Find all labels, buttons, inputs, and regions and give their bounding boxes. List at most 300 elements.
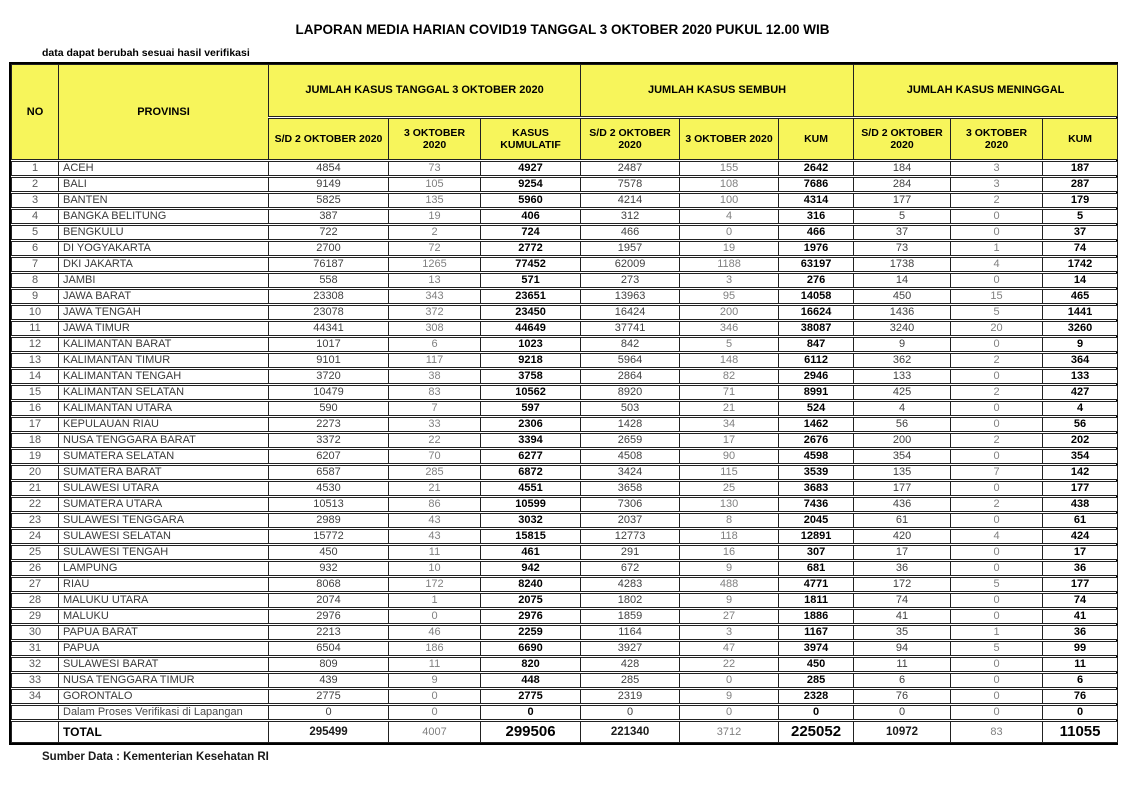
table-row [11,641,1118,656]
cell-kasus-kumulatif: 820 [480,657,580,672]
cell-meninggal-sd2okt: 184 [853,161,950,176]
cell-kasus-sd2okt: 8068 [268,577,388,592]
cell-kasus-sd2okt: 44341 [268,321,388,336]
table-row [11,657,1118,672]
cell-meninggal-3okt: 0 [950,449,1042,464]
header-meninggal-sd2okt [853,118,950,160]
province-name: JAMBI [58,273,268,288]
cell-meninggal-sd2okt: 41 [853,609,950,624]
cell-meninggal-kum: 9 [1042,337,1118,352]
cell-kasus-kumulatif: 9254 [480,177,580,192]
cell-kasus-sd2okt: 2989 [268,513,388,528]
cell-kasus-sd2okt: 3720 [268,369,388,384]
header-label: KUM [1068,133,1092,145]
cell-meninggal-sd2okt: 76 [853,689,950,704]
cell-kasus-3okt: 308 [388,321,480,336]
province-name: JAWA TIMUR [58,321,268,336]
cell-kasus-kumulatif: 15815 [480,529,580,544]
cell-kasus-kumulatif: 942 [480,561,580,576]
cell-kasus-kumulatif: 8240 [480,577,580,592]
cell-kasus-sd2okt: 0 [268,705,388,720]
cell-kasus-kumulatif: 10599 [480,497,580,512]
province-name: KALIMANTAN SELATAN [58,385,268,400]
cell-sembuh-sd2okt: 466 [580,225,679,240]
table-body [11,161,1118,743]
header-meninggal-kum [1042,118,1118,160]
cell-kasus-kumulatif: 2772 [480,241,580,256]
cell-sembuh-kum: 4314 [778,193,853,208]
cell-sembuh-sd2okt: 2659 [580,433,679,448]
cell-meninggal-sd2okt: 94 [853,641,950,656]
cell-sembuh-sd2okt: 221340 [580,721,679,743]
cell-meninggal-kum: 427 [1042,385,1118,400]
cell-meninggal-3okt: 4 [950,257,1042,272]
cell-kasus-3okt: 6 [388,337,480,352]
province-name: NUSA TENGGARA BARAT [58,433,268,448]
cell-meninggal-sd2okt: 177 [853,481,950,496]
cell-meninggal-3okt: 1 [950,241,1042,256]
cell-meninggal-kum: 133 [1042,369,1118,384]
cell-kasus-3okt: 43 [388,529,480,544]
cell-sembuh-sd2okt: 0 [580,705,679,720]
cell-kasus-kumulatif: 3032 [480,513,580,528]
cell-kasus-3okt: 11 [388,545,480,560]
table-row [11,225,1118,240]
group-header-row [11,64,1118,117]
cell-meninggal-kum: 4 [1042,401,1118,416]
cell-sembuh-kum: 847 [778,337,853,352]
cell-meninggal-sd2okt: 37 [853,225,950,240]
cell-kasus-3okt: 70 [388,449,480,464]
cell-meninggal-kum: 187 [1042,161,1118,176]
table-row [11,609,1118,624]
province-name: SULAWESI TENGAH [58,545,268,560]
cell-kasus-kumulatif: 1023 [480,337,580,352]
cell-meninggal-sd2okt: 450 [853,289,950,304]
cell-kasus-3okt: 83 [388,385,480,400]
cell-sembuh-3okt: 488 [679,577,778,592]
cell-sembuh-sd2okt: 672 [580,561,679,576]
cell-meninggal-sd2okt: 4 [853,401,950,416]
table-row [11,401,1118,416]
table-row [11,561,1118,576]
row-number: 7 [11,257,58,272]
cell-sembuh-3okt: 95 [679,289,778,304]
cell-kasus-3okt: 1265 [388,257,480,272]
cell-sembuh-sd2okt: 2037 [580,513,679,528]
cell-kasus-sd2okt: 2273 [268,417,388,432]
cell-kasus-kumulatif: 2075 [480,593,580,608]
cell-kasus-3okt: 72 [388,241,480,256]
cell-meninggal-3okt: 0 [950,337,1042,352]
cell-meninggal-kum: 36 [1042,625,1118,640]
cell-kasus-3okt: 46 [388,625,480,640]
cell-kasus-sd2okt: 15772 [268,529,388,544]
header-group-meninggal: JUMLAH KASUS MENINGGAL [853,64,1118,117]
province-name: ACEH [58,161,268,176]
cell-meninggal-kum: 179 [1042,193,1118,208]
cell-kasus-3okt: 13 [388,273,480,288]
cell-kasus-sd2okt: 4854 [268,161,388,176]
cell-meninggal-kum: 61 [1042,513,1118,528]
cell-meninggal-kum: 74 [1042,593,1118,608]
province-name: SUMATERA UTARA [58,497,268,512]
table-row [11,673,1118,688]
table-row [11,161,1118,176]
province-name: NUSA TENGGARA TIMUR [58,673,268,688]
covid-table-frame [9,62,1118,745]
cell-kasus-3okt: 19 [388,209,480,224]
province-name: KALIMANTAN BARAT [58,337,268,352]
row-number: 28 [11,593,58,608]
row-number: 19 [11,449,58,464]
cell-meninggal-3okt: 0 [950,369,1042,384]
province-name: SULAWESI TENGGARA [58,513,268,528]
cell-sembuh-3okt: 200 [679,305,778,320]
cell-meninggal-sd2okt: 3240 [853,321,950,336]
cell-kasus-sd2okt: 23078 [268,305,388,320]
cell-sembuh-sd2okt: 842 [580,337,679,352]
cell-meninggal-sd2okt: 133 [853,369,950,384]
cell-kasus-kumulatif: 597 [480,401,580,416]
cell-meninggal-kum: 11055 [1042,721,1118,743]
cell-kasus-sd2okt: 295499 [268,721,388,743]
cell-sembuh-sd2okt: 2864 [580,369,679,384]
cell-sembuh-kum: 6112 [778,353,853,368]
table-row [11,305,1118,320]
page-title: LAPORAN MEDIA HARIAN COVID19 TANGGAL 3 OKTOBER 2020 PUKUL 12.00 WIB [295,22,830,37]
cell-kasus-3okt: 0 [388,689,480,704]
cell-kasus-3okt: 9 [388,673,480,688]
cell-kasus-sd2okt: 558 [268,273,388,288]
cell-meninggal-sd2okt: 73 [853,241,950,256]
table-row [11,209,1118,224]
cell-meninggal-sd2okt: 1436 [853,305,950,320]
cell-kasus-sd2okt: 932 [268,561,388,576]
province-name: LAMPUNG [58,561,268,576]
cell-sembuh-kum: 38087 [778,321,853,336]
cell-meninggal-3okt: 5 [950,305,1042,320]
table-row [11,577,1118,592]
cell-sembuh-3okt: 0 [679,673,778,688]
header-no: NO [11,64,58,160]
cell-kasus-kumulatif: 724 [480,225,580,240]
header-label: KUM [804,133,828,145]
cell-sembuh-kum: 16624 [778,305,853,320]
cell-sembuh-kum: 307 [778,545,853,560]
cell-sembuh-sd2okt: 7306 [580,497,679,512]
table-row [11,545,1118,560]
cell-sembuh-3okt: 27 [679,609,778,624]
cell-sembuh-sd2okt: 1859 [580,609,679,624]
province-name: Dalam Proses Verifikasi di Lapangan [58,705,268,720]
cell-meninggal-sd2okt: 35 [853,625,950,640]
cell-sembuh-kum: 524 [778,401,853,416]
row-number: 2 [11,177,58,192]
cell-kasus-sd2okt: 590 [268,401,388,416]
cell-meninggal-sd2okt: 36 [853,561,950,576]
cell-meninggal-kum: 177 [1042,481,1118,496]
cell-sembuh-kum: 1167 [778,625,853,640]
cell-meninggal-kum: 0 [1042,705,1118,720]
cell-meninggal-sd2okt: 200 [853,433,950,448]
cell-kasus-sd2okt: 1017 [268,337,388,352]
cell-meninggal-3okt: 2 [950,353,1042,368]
cell-sembuh-kum: 2328 [778,689,853,704]
header-sembuh-3okt [679,118,778,160]
cell-meninggal-kum: 465 [1042,289,1118,304]
cell-meninggal-kum: 287 [1042,177,1118,192]
cell-kasus-sd2okt: 2074 [268,593,388,608]
cell-sembuh-sd2okt: 1164 [580,625,679,640]
province-name: KEPULAUAN RIAU [58,417,268,432]
header-provinsi: PROVINSI [58,64,268,160]
cell-sembuh-3okt: 3 [679,625,778,640]
cell-meninggal-kum: 364 [1042,353,1118,368]
cell-kasus-kumulatif: 23651 [480,289,580,304]
cell-sembuh-kum: 316 [778,209,853,224]
cell-meninggal-3okt: 0 [950,705,1042,720]
cell-meninggal-kum: 36 [1042,561,1118,576]
header-kasus-3okt [388,118,480,160]
cell-sembuh-kum: 1886 [778,609,853,624]
cell-kasus-3okt: 172 [388,577,480,592]
cell-kasus-sd2okt: 3372 [268,433,388,448]
cell-sembuh-kum: 681 [778,561,853,576]
cell-meninggal-kum: 5 [1042,209,1118,224]
cell-kasus-sd2okt: 2775 [268,689,388,704]
cell-kasus-sd2okt: 9149 [268,177,388,192]
cell-meninggal-3okt: 2 [950,497,1042,512]
row-number: 14 [11,369,58,384]
cell-meninggal-kum: 438 [1042,497,1118,512]
table-row [11,257,1118,272]
cell-sembuh-3okt: 1188 [679,257,778,272]
cell-sembuh-kum: 3539 [778,465,853,480]
cell-sembuh-sd2okt: 1957 [580,241,679,256]
cell-meninggal-sd2okt: 172 [853,577,950,592]
cell-kasus-kumulatif: 2259 [480,625,580,640]
province-name: SUMATERA BARAT [58,465,268,480]
cell-sembuh-3okt: 17 [679,433,778,448]
cell-kasus-3okt: 33 [388,417,480,432]
cell-kasus-3okt: 285 [388,465,480,480]
cell-sembuh-kum: 4598 [778,449,853,464]
cell-sembuh-3okt: 22 [679,657,778,672]
cell-kasus-sd2okt: 722 [268,225,388,240]
cell-sembuh-sd2okt: 291 [580,545,679,560]
cell-kasus-sd2okt: 76187 [268,257,388,272]
cell-kasus-3okt: 372 [388,305,480,320]
cell-meninggal-kum: 17 [1042,545,1118,560]
province-name: BALI [58,177,268,192]
cell-meninggal-sd2okt: 436 [853,497,950,512]
cell-sembuh-sd2okt: 5964 [580,353,679,368]
cell-kasus-sd2okt: 4530 [268,481,388,496]
cell-meninggal-kum: 41 [1042,609,1118,624]
row-number: 1 [11,161,58,176]
cell-meninggal-sd2okt: 354 [853,449,950,464]
cell-kasus-3okt: 1 [388,593,480,608]
cell-sembuh-kum: 2045 [778,513,853,528]
cell-kasus-kumulatif: 3394 [480,433,580,448]
cell-sembuh-3okt: 47 [679,641,778,656]
cell-kasus-sd2okt: 809 [268,657,388,672]
table-row [11,497,1118,512]
cell-kasus-3okt: 7 [388,401,480,416]
table-row [11,529,1118,544]
cell-sembuh-3okt: 0 [679,705,778,720]
cell-kasus-kumulatif: 448 [480,673,580,688]
cell-meninggal-3okt: 2 [950,433,1042,448]
row-number: 8 [11,273,58,288]
province-name: GORONTALO [58,689,268,704]
verification-note: data dapat berubah sesuai hasil verifikasi [42,47,250,59]
cell-kasus-sd2okt: 10513 [268,497,388,512]
table-row [11,721,1118,743]
cell-sembuh-kum: 2676 [778,433,853,448]
table-row [11,625,1118,640]
cell-meninggal-kum: 202 [1042,433,1118,448]
row-number [11,721,58,743]
cell-sembuh-3okt: 9 [679,689,778,704]
cell-kasus-kumulatif: 9218 [480,353,580,368]
cell-sembuh-sd2okt: 1802 [580,593,679,608]
cell-meninggal-sd2okt: 135 [853,465,950,480]
cell-kasus-sd2okt: 9101 [268,353,388,368]
table-row [11,321,1118,336]
table-row [11,337,1118,352]
province-name: SULAWESI SELATAN [58,529,268,544]
cell-sembuh-sd2okt: 285 [580,673,679,688]
header-label: 3 OKTOBER 2020 [403,127,466,151]
cell-meninggal-kum: 37 [1042,225,1118,240]
cell-meninggal-sd2okt: 74 [853,593,950,608]
row-number: 27 [11,577,58,592]
row-number: 17 [11,417,58,432]
cell-meninggal-kum: 76 [1042,689,1118,704]
cell-meninggal-sd2okt: 14 [853,273,950,288]
cell-meninggal-kum: 177 [1042,577,1118,592]
cell-kasus-kumulatif: 3758 [480,369,580,384]
cell-meninggal-3okt: 0 [950,561,1042,576]
cell-sembuh-kum: 1462 [778,417,853,432]
cell-kasus-kumulatif: 299506 [480,721,580,743]
province-name: BANTEN [58,193,268,208]
row-number: 22 [11,497,58,512]
row-number: 23 [11,513,58,528]
cell-meninggal-kum: 142 [1042,465,1118,480]
cell-meninggal-sd2okt: 11 [853,657,950,672]
header-label: 3 OKTOBER 2020 [965,127,1028,151]
cell-meninggal-kum: 6 [1042,673,1118,688]
cell-kasus-sd2okt: 23308 [268,289,388,304]
cell-meninggal-3okt: 0 [950,609,1042,624]
cell-meninggal-3okt: 83 [950,721,1042,743]
cell-kasus-sd2okt: 6587 [268,465,388,480]
cell-sembuh-sd2okt: 7578 [580,177,679,192]
cell-meninggal-kum: 56 [1042,417,1118,432]
cell-kasus-sd2okt: 6504 [268,641,388,656]
cell-sembuh-3okt: 148 [679,353,778,368]
row-number: 33 [11,673,58,688]
cell-kasus-3okt: 186 [388,641,480,656]
cell-sembuh-sd2okt: 8920 [580,385,679,400]
cell-sembuh-kum: 3974 [778,641,853,656]
cell-kasus-sd2okt: 6207 [268,449,388,464]
cell-sembuh-kum: 7686 [778,177,853,192]
province-name: BENGKULU [58,225,268,240]
row-number: 11 [11,321,58,336]
row-number: 21 [11,481,58,496]
cell-meninggal-3okt: 1 [950,625,1042,640]
row-number: 30 [11,625,58,640]
province-name: MALUKU [58,609,268,624]
cell-meninggal-3okt: 5 [950,577,1042,592]
cell-sembuh-3okt: 115 [679,465,778,480]
data-source-note: Sumber Data : Kementerian Kesehatan RI [42,751,269,763]
cell-kasus-kumulatif: 77452 [480,257,580,272]
cell-sembuh-sd2okt: 62009 [580,257,679,272]
cell-sembuh-sd2okt: 4214 [580,193,679,208]
cell-meninggal-kum: 14 [1042,273,1118,288]
cell-sembuh-sd2okt: 2319 [580,689,679,704]
province-name: RIAU [58,577,268,592]
cell-meninggal-3okt: 7 [950,465,1042,480]
row-number: 24 [11,529,58,544]
cell-meninggal-sd2okt: 17 [853,545,950,560]
cell-sembuh-kum: 4771 [778,577,853,592]
cell-kasus-sd2okt: 439 [268,673,388,688]
cell-kasus-sd2okt: 5825 [268,193,388,208]
cell-meninggal-3okt: 0 [950,209,1042,224]
province-name: PAPUA [58,641,268,656]
cell-sembuh-3okt: 90 [679,449,778,464]
cell-kasus-kumulatif: 4551 [480,481,580,496]
table-row [11,513,1118,528]
row-number: 10 [11,305,58,320]
row-number: 5 [11,225,58,240]
cell-sembuh-3okt: 19 [679,241,778,256]
cell-sembuh-3okt: 346 [679,321,778,336]
row-number: 6 [11,241,58,256]
cell-meninggal-kum: 1441 [1042,305,1118,320]
cell-meninggal-sd2okt: 177 [853,193,950,208]
cell-sembuh-kum: 2642 [778,161,853,176]
table-row [11,433,1118,448]
cell-sembuh-kum: 0 [778,705,853,720]
cell-kasus-kumulatif: 571 [480,273,580,288]
cell-kasus-3okt: 11 [388,657,480,672]
cell-meninggal-sd2okt: 0 [853,705,950,720]
cell-sembuh-3okt: 155 [679,161,778,176]
cell-meninggal-sd2okt: 5 [853,209,950,224]
cell-sembuh-3okt: 0 [679,225,778,240]
table-row [11,273,1118,288]
row-number: 12 [11,337,58,352]
province-name: MALUKU UTARA [58,593,268,608]
row-number: 13 [11,353,58,368]
cell-sembuh-3okt: 25 [679,481,778,496]
cell-meninggal-kum: 74 [1042,241,1118,256]
cell-sembuh-kum: 225052 [778,721,853,743]
row-number: 15 [11,385,58,400]
cell-sembuh-3okt: 3 [679,273,778,288]
cell-kasus-3okt: 38 [388,369,480,384]
header-label: 3 OKTOBER 2020 [685,133,773,145]
row-number: 20 [11,465,58,480]
cell-meninggal-kum: 354 [1042,449,1118,464]
